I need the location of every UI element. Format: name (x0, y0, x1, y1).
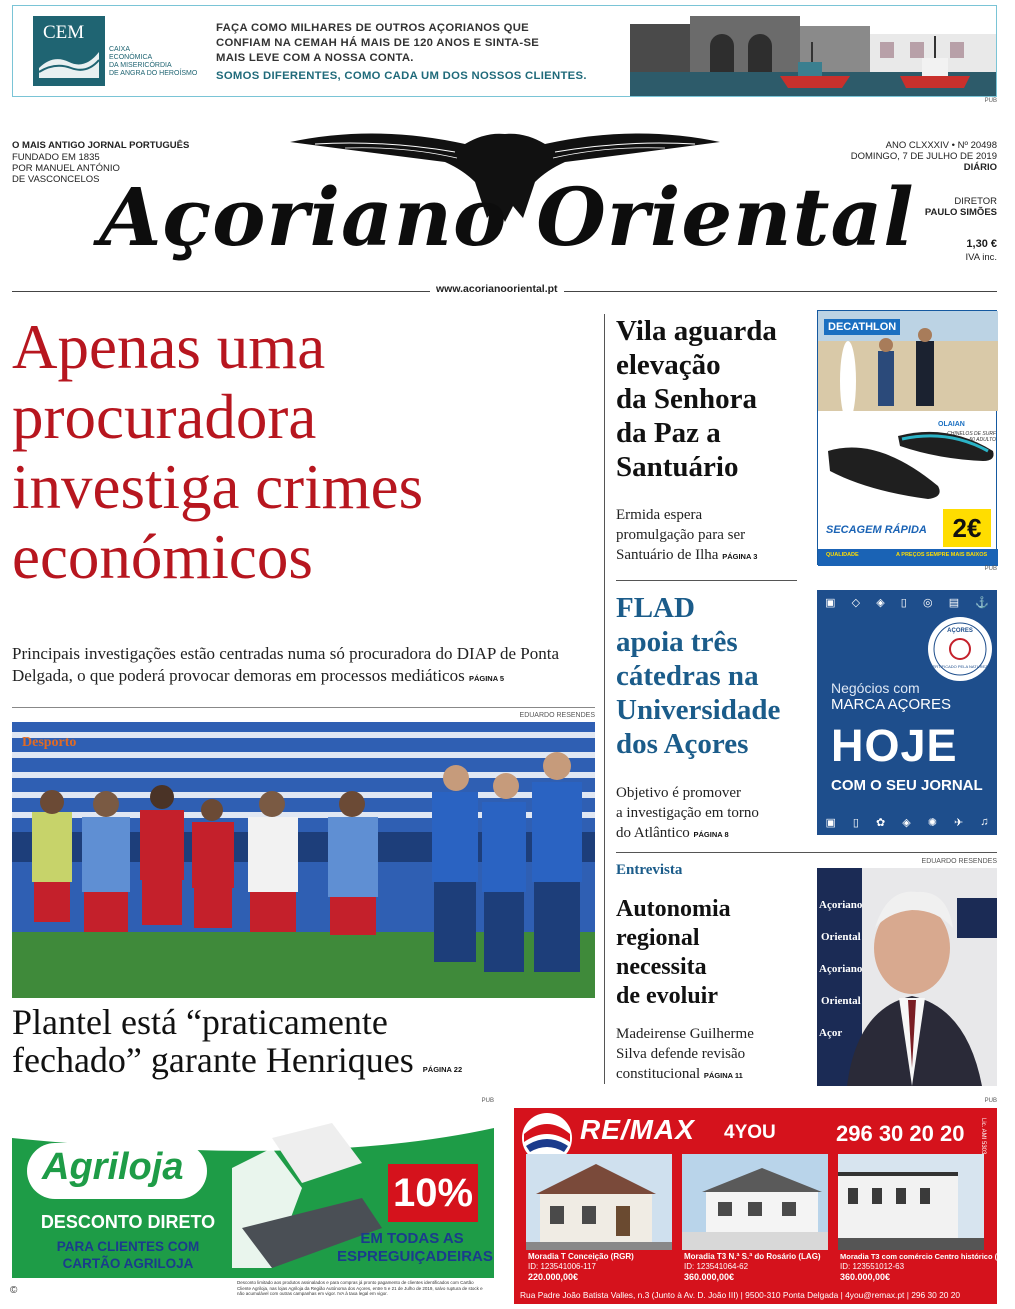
headline-line (12, 1041, 595, 1089)
cup-icon: ◎ (922, 596, 933, 609)
plane-icon: ✈ (953, 816, 964, 829)
agriloja-sub-line: CARTÃO AGRILOJA (62, 1256, 194, 1271)
issue-date: DOMINGO, 7 DE JULHO DE 2019 (850, 151, 997, 162)
vila-page-ref[interactable]: PÁGINA 3 (722, 552, 758, 561)
top-ad-slogan: SOMOS DIFERENTES, COMO CADA UM DOS NOSSOS CLIENTES. (216, 70, 587, 82)
decathlon-footer-right: A PREÇOS SEMPRE MAIS BAIXOS (896, 552, 988, 558)
listing-photo-2[interactable] (682, 1154, 828, 1250)
interview-headline[interactable] (616, 895, 816, 1011)
headline-line-text: fechado” garante Henriques (12, 1040, 414, 1080)
pub-label: PUB (984, 566, 997, 572)
headline-line: Vila aguarda (616, 315, 777, 347)
product-line: CHINELOS DE SURF (947, 431, 996, 437)
agriloja-logo: Agriloja (42, 1146, 184, 1188)
cheese-icon: ◇ (851, 596, 861, 609)
seal-subtext: CERTIFICADO PELA NATUREZA (929, 664, 991, 669)
flad-page-ref[interactable]: PÁGINA 8 (693, 830, 729, 839)
acores-line1: Negócios com (831, 680, 920, 696)
listing-title: Moradia T3 com comércio Centro histórico (PDL) (840, 1252, 1015, 1261)
deck-line: Ermida espera (616, 507, 703, 523)
founded-line: DE VASCONCELOS (12, 174, 100, 185)
headline-line: Santuário (616, 451, 739, 483)
bottle-icon: ▯ (900, 596, 907, 609)
headline-line: da Senhora (616, 383, 758, 415)
vila-deck (616, 505, 806, 567)
sport-headline[interactable] (12, 1003, 595, 1089)
agriloja-offer: DESCONTO DIRETO (40, 1212, 216, 1232)
interview-page-ref[interactable]: PÁGINA 11 (703, 1071, 743, 1080)
masthead-director (880, 196, 997, 218)
cem-subtext-line: DE ANGRA DO HEROÍSMO (109, 70, 198, 77)
listing-id: ID: 123551012-63 (840, 1262, 905, 1271)
lead-headline[interactable] (12, 312, 592, 592)
svg-text:Açoriano: Açoriano (819, 963, 863, 975)
listing-id: ID: 123541064-62 (684, 1262, 749, 1271)
decathlon-advertisement[interactable] (817, 310, 997, 565)
listing-id: ID: 123541006-117 (528, 1262, 596, 1271)
headline-line: cátedras na (616, 660, 759, 692)
founded-line: FUNDADO EM 1835 (12, 152, 100, 163)
cow-icon: ▣ (825, 596, 836, 609)
price: 1,30 € (966, 238, 997, 250)
deck-line: Objetivo é promover (616, 785, 741, 801)
website-link[interactable]: www.acorianooriental.pt (430, 283, 564, 295)
masthead-tagline: O MAIS ANTIGO JORNAL PORTUGUÊS (12, 140, 190, 151)
vila-headline[interactable] (616, 314, 806, 484)
deck-line: promulgação para ser (616, 527, 746, 543)
headline-line: de evoluir (616, 983, 718, 1009)
photo-credit: EDUARDO RESENDES (519, 712, 595, 719)
pub-label: PUB (481, 1098, 494, 1104)
anchor-icon: ⚓ (975, 596, 989, 609)
top-advertisement-banner[interactable] (12, 5, 997, 97)
agriloja-fine-print: Desconto limitado aos produtos assinalados e para compras já pronto pagamento de clientes identificados com Cartão Cliente Agriloja, nas lojas Agriloja da Região Autónoma dos Açores, entre 5 e 21 de Julho de 2019, salvo ruptura de stock e não acumulável com outras campanhas em vigor. IVA à taxa legal em vigor. (237, 1280, 483, 1296)
headline-line: dos Açores (616, 728, 749, 760)
deck-line: a investigação em torno (616, 805, 759, 821)
pub-label: PUB (984, 1098, 997, 1104)
flad-deck (616, 783, 806, 845)
divider (616, 580, 797, 581)
listing-2[interactable] (684, 1252, 830, 1282)
price-note: IVA inc. (965, 252, 997, 263)
decathlon-logo: DECATHLON (824, 319, 900, 335)
remax-footer: Rua Padre João Batista Valles, n.3 (Junto à Av. D. João III) | 9500-310 Ponta Delgada | 4you@remax.pt | 296 30 20 20 (520, 1290, 961, 1300)
decathlon-footer-left: QUALIDADE (826, 552, 859, 558)
headline-line: Plantel está “praticamente (12, 1002, 388, 1042)
column-rule (604, 314, 605, 1084)
interview-portrait-photo[interactable] (817, 868, 997, 1086)
deck-line (616, 823, 806, 845)
top-ad-line: MAIS LEVE COM A NOSSA CONTA. (216, 52, 414, 64)
issue-frequency: DIÁRIO (963, 162, 997, 173)
marca-acores-advertisement[interactable] (817, 590, 997, 835)
deck-line (616, 1064, 811, 1086)
harbour-illustration (630, 6, 996, 96)
headline-line: económicos (12, 522, 313, 592)
fish-icon: ◈ (902, 816, 911, 829)
flower-icon: ✿ (876, 816, 886, 829)
flad-headline[interactable] (616, 591, 806, 761)
product-description (938, 431, 996, 443)
sun-icon: ✺ (927, 816, 937, 829)
sport-page-ref[interactable]: PÁGINA 22 (422, 1065, 463, 1074)
svg-text:Açor: Açor (819, 1027, 843, 1039)
remax-office: 4YOU (724, 1122, 776, 1143)
remax-logo: RE/MAX (580, 1114, 695, 1145)
headline-line: da Paz a (616, 417, 721, 449)
guitar-icon: ♫ (980, 816, 989, 828)
headline-line: necessita (616, 954, 707, 980)
top-ad-line: FAÇA COMO MILHARES DE OUTROS AÇORIANOS QUE (216, 22, 530, 34)
divider (12, 707, 595, 708)
deck-line: Silva defende revisão (616, 1046, 746, 1062)
headline-line: elevação (616, 349, 721, 381)
deck-line (616, 545, 806, 567)
top-ad-line: CONFIAM NA CEMAH HÁ MAIS DE 120 ANOS E SINTA-SE (216, 37, 540, 49)
remax-licence: Lic. AMI 5303 (980, 1118, 986, 1155)
deck-line-text: Santuário de Ilha (616, 547, 719, 563)
cem-logo-subtext (109, 46, 219, 78)
acores-line3: COM O SEU JORNAL (831, 777, 983, 794)
masthead-issue-info (790, 140, 997, 173)
listing-price: 220.000,00€ (528, 1272, 579, 1282)
divider (616, 852, 997, 853)
director-name: PAULO SIMÕES (924, 207, 997, 218)
decathlon-tagline: SECAGEM RÁPIDA (826, 524, 927, 536)
top-ad-body-text (216, 21, 636, 66)
jar-icon: ▤ (948, 596, 960, 609)
acores-hoje: HOJE (831, 720, 958, 771)
fish-icon: ◈ (876, 596, 885, 609)
deck-line: Madeirense Guilherme (616, 1026, 754, 1042)
section-label-desporto[interactable]: Desporto (22, 735, 77, 750)
issue-number: ANO CLXXXIV • Nº 20498 (885, 140, 997, 151)
headline-line: regional (616, 925, 700, 951)
cem-subtext-line: DA MISERICÓRDIA (109, 62, 172, 69)
lead-deck (12, 643, 594, 690)
copyright-symbol: © (10, 1285, 18, 1296)
agriloja-product (337, 1230, 493, 1266)
lead-deck-text: Principais investigações estão centradas numa só procuradora do DIAP de Ponta Delgada, o que poderá provocar demoras em processos mediáticos (12, 644, 559, 685)
acores-seal-icon (925, 614, 995, 684)
product-line: 50 ADULTO (969, 437, 996, 443)
headline-line: Apenas uma (12, 312, 326, 382)
lead-page-ref[interactable]: PÁGINA 5 (468, 674, 505, 683)
headline-line: FLAD (616, 592, 695, 624)
listing-title: Moradia T3 N.ª S.ª do Rosário (LAG) (684, 1252, 821, 1261)
olaian-logo: OLAIAN (938, 421, 965, 428)
section-label-entrevista[interactable]: Entrevista (616, 862, 683, 878)
headline-line: apoia três (616, 626, 738, 658)
cem-logo-text: CEM (43, 22, 85, 43)
agriloja-product-line: EM TODAS AS (360, 1230, 464, 1247)
cem-subtext-line: CAIXA (109, 46, 131, 53)
product-icons-row (817, 810, 997, 834)
listing-title: Moradia T Conceição (RGR) (528, 1252, 634, 1261)
svg-text:Açoriano: Açoriano (819, 899, 863, 911)
agriloja-product-line: ESPREGUIÇADEIRAS (337, 1248, 493, 1265)
football-training-photo[interactable] (12, 722, 595, 998)
interview-deck (616, 1024, 811, 1086)
decathlon-price: 2€ (943, 509, 991, 547)
cow-icon: ▣ (825, 816, 836, 829)
listing-photo-3[interactable] (838, 1154, 984, 1250)
svg-text:Oriental: Oriental (821, 931, 861, 943)
masthead-title: Açoriano Oriental (99, 170, 915, 264)
agriloja-percent: 10% (388, 1164, 478, 1222)
headline-line: procuradora (12, 382, 317, 452)
agriloja-advertisement[interactable] (12, 1108, 494, 1304)
interview-photo-credit: EDUARDO RESENDES (921, 858, 997, 865)
listing-price: 360.000,00€ (840, 1272, 891, 1282)
agriloja-sub-line: PARA CLIENTES COM (56, 1239, 200, 1254)
svg-text:Oriental: Oriental (821, 995, 861, 1007)
bottle-icon: ▯ (852, 816, 859, 829)
headline-line: Universidade (616, 694, 781, 726)
acores-line2: MARCA AÇORES (831, 696, 952, 713)
seal-text: AÇORES (947, 628, 973, 634)
headline-line: Autonomia (616, 896, 731, 922)
cem-subtext-line: ECONÓMICA (109, 54, 153, 61)
listing-1[interactable] (528, 1252, 674, 1282)
headline-line: investiga crimes (12, 452, 424, 522)
product-icons-row (817, 590, 997, 614)
deck-line-text: constitucional (616, 1066, 701, 1082)
director-label: DIRETOR (954, 196, 997, 207)
listing-3[interactable] (840, 1252, 1015, 1282)
remax-advertisement[interactable] (514, 1108, 1015, 1304)
deck-line-text: do Atlântico (616, 825, 690, 841)
pub-label: PUB (984, 98, 997, 104)
listing-photo-1[interactable] (526, 1154, 672, 1250)
listing-price: 360.000,00€ (684, 1272, 735, 1282)
agriloja-sub (38, 1238, 218, 1272)
founded-line: POR MANUEL ANTÓNIO (12, 163, 120, 174)
remax-phone[interactable]: 296 30 20 20 (836, 1121, 965, 1146)
